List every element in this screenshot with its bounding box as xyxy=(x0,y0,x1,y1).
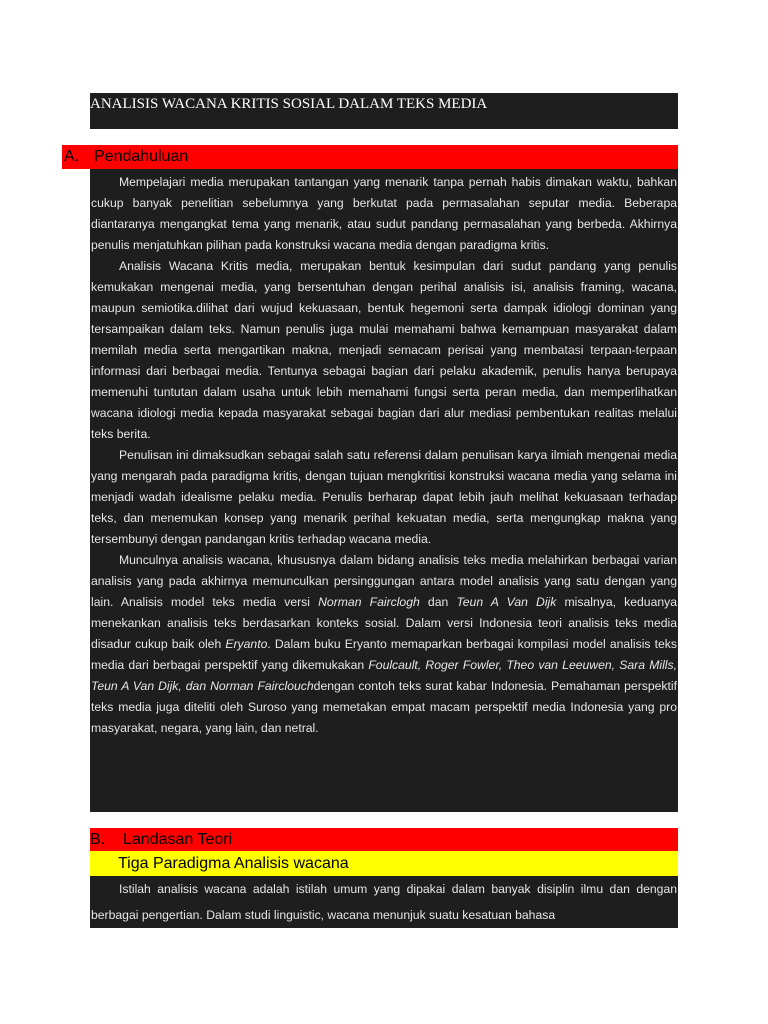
p4-text-5: dengan contoh teks surat kabar Indonesia. Pemahaman perspektif teks media juga diteliti oleh Suroso yang memetakan empat macam perspektif media Indonesia yang pro masyarakat, negara, yang lain, dan netral. xyxy=(91,679,677,735)
p4-text-1: Munculnya analisis wacana, khususnya dalam bidang analisis teks media melahirkan berbagai varian analisis yang pada akhirnya memunculkan persinggungan antara model analisis yang satu dengan yang lain. Analisis model teks media versi xyxy=(91,553,677,609)
p4-text-2: dan xyxy=(419,595,457,609)
section-a-letter: A. xyxy=(64,148,80,165)
p4-text-4: . Dalam buku Eryanto memaparkan berbagai kompilasi model analisis teks media dari berbagai perspektif yang dikemukakan xyxy=(91,637,677,672)
section-b-heading-bar xyxy=(90,828,678,851)
document-title: ANALISIS WACANA KRITIS SOSIAL DALAM TEKS MEDIA xyxy=(90,93,678,129)
section-b-title: Landasan Teori xyxy=(123,831,233,848)
p4-italic-fairclogh: Norman Fairclogh xyxy=(318,595,420,609)
paragraph-3: Penulisan ini dimaksudkan sebagai salah satu referensi dalam penulisan karya ilmiah mengenai media yang mengarah pada paradigma kritis, dengan tujuan mengkritisi konstruksi wacana media yang selama ini menjadi wadah idealisme pelaku media. Penulis berharap dapat lebih jauh melihat kekuasaan terhadap teks, dan menemukan konsep yang menarik perihal kekuatan media, serta mengungkap makna yang tersembunyi dengan pandangan kritis terhadap wacana media. xyxy=(91,448,677,546)
landasan-teori-body xyxy=(90,876,678,928)
section-a-heading-bar xyxy=(62,145,678,169)
section-b-letter: B. xyxy=(90,831,106,848)
p4-italic-vandijk: Teun A Van Dijk xyxy=(456,595,557,609)
section-a-title: Pendahuluan xyxy=(94,148,189,165)
paragraph-4 xyxy=(90,550,678,739)
p4-italic-eryanto: Eryanto xyxy=(225,637,268,651)
section-a-heading xyxy=(62,145,188,169)
subsection-heading-bar xyxy=(90,851,678,876)
pendahuluan-body xyxy=(90,169,678,812)
section-b-heading xyxy=(90,831,232,848)
p4-italic-authors: Foulcault, Roger Fowler, Theo van Leeuwen, Sara Mills, Teun A Van Dijk, dan Norman Fairclouch xyxy=(91,658,677,693)
paragraph-2: Analisis Wacana Kritis media, merupakan bentuk kesimpulan dari sudut pandang yang penulis kemukakan mengenai media, yang bersentuhan dengan perihal analisis isi, analisis framing, wacana, maupun semiotika.dilihat dari wujud kekuasaan, bentuk hegemoni serta dampak idiologi dominan yang tersampaikan dalam teks. Namun penulis juga mulai memahami bahwa kemampuan masyarakat dalam memilah media serta mengartikan makna, menjadi semacam perisai yang membatasi terpaan-terpaan informasi dari berbagai media. Tentunya sebagai bagian dari pelaku akademik, penulis hanya berupaya memenuhi tuntutan dalam usaha untuk lebih memahami fungsi serta peran media, dan memperlihatkan wacana idiologi media kepada masyarakat sebagai bagian dari alur mediasi pembentukan realitas melalui teks berita. xyxy=(91,259,677,441)
paragraph-5: Istilah analisis wacana adalah istilah umum yang dipakai dalam banyak disiplin ilmu dan dengan berbagai pengertian. Dalam studi linguistic, wacana menunjuk suatu kesatuan bahasa xyxy=(91,882,677,922)
paragraph-1: Mempelajari media merupakan tantangan yang menarik tanpa pernah habis dimakan waktu, bahkan cukup banyak penelitian sebelumnya yang berkutat pada permasalahan seputar media. Beberapa diantaranya mengangkat tema yang menarik, atau sudut pandang permasalahan yang berbeda. Akhirnya penulis menjatuhkan pilihan pada konstruksi wacana media dengan paradigma kritis. xyxy=(91,175,677,252)
subsection-title: Tiga Paradigma Analisis wacana xyxy=(118,855,349,872)
p4-text-3: misalnya, keduanya menekankan analisis teks berdasarkan konteks sosial. Dalam versi Indonesia teori analisis teks media disadur cukup baik oleh xyxy=(91,595,678,651)
